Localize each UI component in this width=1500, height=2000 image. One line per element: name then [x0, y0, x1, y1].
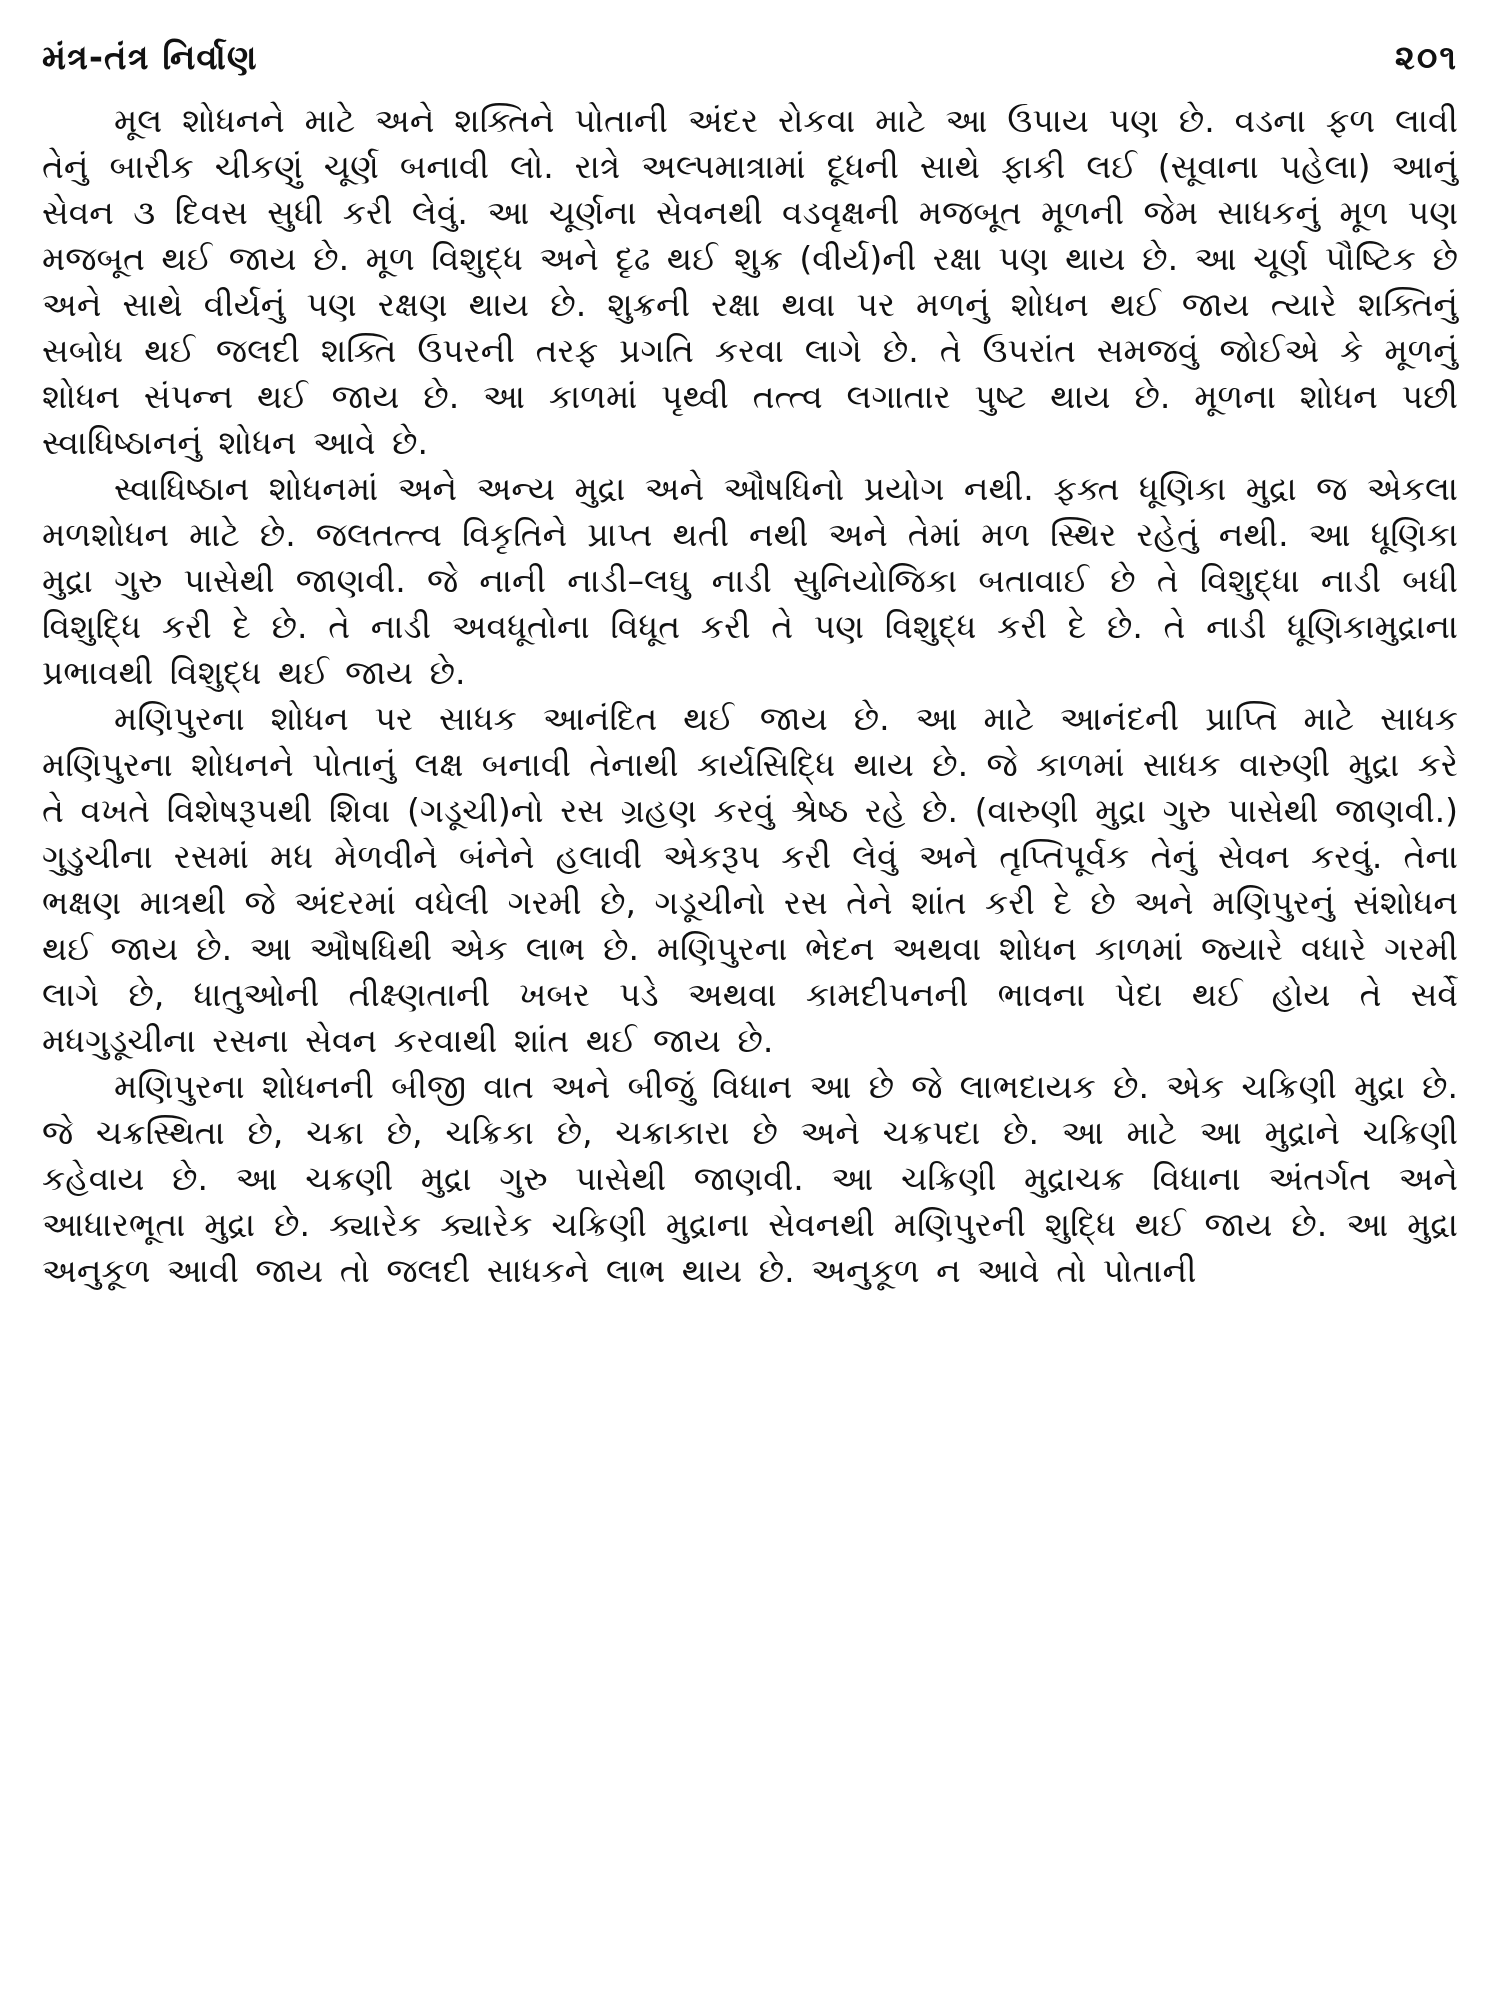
- page-number: ૨૦૧: [1394, 38, 1458, 78]
- book-title: મંત્ર-તંત્ર નિર્વાણ: [42, 38, 258, 78]
- body-text: [42, 98, 1458, 1294]
- running-header: [42, 38, 1458, 96]
- paragraph-1: મૂલ શોધનને માટે અને શક્તિને પોતાની અંદર રોકવા માટે આ ઉપાય પણ છે. વડના ફળ લાવી તેનું બારીક ચીકણું ચૂર્ણ બનાવી લો. રાત્રે અલ્પમાત્રામાં દૂધની સાથે ફાકી લઈ (સૂવાના પહેલા) આનું સેવન ૩ દિવસ સુધી કરી લેવું. આ ચૂર્ણના સેવનથી વડવૃક્ષની મજબૂત મૂળની જેમ સાધકનું મૂળ પણ મજબૂત થઈ જાય છે. મૂળ વિશુદ્ધ અને દૃઢ થઈ શુક્ર (વીર્ય)ની રક્ષા પણ થાય છે. આ ચૂર્ણ પૌષ્ટિક છે અને સાથે વીર્યનું પણ રક્ષણ થાય છે. શુક્રની રક્ષા થવા પર મળનું શોધન થઈ જાય ત્યારે શક્તિનું સબોધ થઈ જલદી શક્તિ ઉપરની તરફ પ્રગતિ કરવા લાગે છે. તે ઉપરાંત સમજવું જોઈએ કે મૂળનું શોધન સંપન્ન થઈ જાય છે. આ કાળમાં પૃથ્વી તત્ત્વ લગાતાર પુષ્ટ થાય છે. મૂળના શોધન પછી સ્વાધિષ્ઠાનનું શોધન આવે છે.: [42, 101, 1458, 462]
- paragraph-4: મણિપુરના શોધનની બીજી વાત અને બીજું વિધાન આ છે જે લાભદાયક છે. એક ચક્રિણી મુદ્રા છે. જે ચક્રસ્થિતા છે, ચક્રા છે, ચક્રિકા છે, ચક્રાકારા છે અને ચક્રપદા છે. આ માટે આ મુદ્રાને ચક્રિણી કહેવાય છે. આ ચક્રણી મુદ્રા ગુરુ પાસેથી જાણવી. આ ચક્રિણી મુદ્રાચક્ર વિધાના અંતર્ગત અને આધારભૂતા મુદ્રા છે. ક્યારેક ક્યારેક ચક્રિણી મુદ્રાના સેવનથી મણિપુરની શુદ્ધિ થઈ જાય છે. આ મુદ્રા અનુકૂળ આવી જાય તો જલદી સાધકને લાભ થાય છે. અનુકૂળ ન આવે તો પોતાની: [42, 1067, 1458, 1290]
- paragraph-2: સ્વાધિષ્ઠાન શોધનમાં અને અન્ય મુદ્રા અને ઔષધિનો પ્રયોગ નથી. ફક્ત ધૂણિકા મુદ્રા જ એકલા મળશોધન માટે છે. જલતત્ત્વ વિકૃતિને પ્રાપ્ત થતી નથી અને તેમાં મળ સ્થિર રહેતું નથી. આ ધૂણિકા મુદ્રા ગુરુ પાસેથી જાણવી. જે નાની નાડી–લઘુ નાડી સુનિયોજિકા બતાવાઈ છે તે વિશુદ્ધા નાડી બધી વિશુદ્ધિ કરી દે છે. તે નાડી અવધૂતોના વિધૂત કરી તે પણ વિશુદ્ધ કરી દે છે. તે નાડી ધૂણિકામુદ્રાના પ્રભાવથી વિશુદ્ધ થઈ જાય છે.: [42, 469, 1458, 692]
- paragraph-3: મણિપુરના શોધન પર સાધક આનંદિત થઈ જાય છે. આ માટે આનંદની પ્રાપ્તિ માટે સાધક મણિપુરના શોધનને પોતાનું લક્ષ બનાવી તેનાથી કાર્યસિદ્ધિ થાય છે. જે કાળમાં સાધક વારુણી મુદ્રા કરે તે વખતે વિશેષરૂપથી શિવા (ગડૂચી)નો રસ ગ્રહણ કરવું શ્રેષ્ઠ રહે છે. (વારુણી મુદ્રા ગુરુ પાસેથી જાણવી.) ગુડુચીના રસમાં મધ મેળવીને બંનેને હલાવી એકરૂપ કરી લેવું અને તૃપ્તિપૂર્વક તેનું સેવન કરવું. તેના ભક્ષણ માત્રથી જે અંદરમાં વધેલી ગરમી છે, ગડૂચીનો રસ તેને શાંત કરી દે છે અને મણિપુરનું સંશોધન થઈ જાય છે. આ ઔષધિથી એક લાભ છે. મણિપુરના ભેદન અથવા શોધન કાળમાં જ્યારે વધારે ગરમી લાગે છે, ધાતુઓની તીક્ષ્ણતાની ખબર પડે અથવા કામદીપનની ભાવના પેદા થઈ હોય તે સર્વે મધગુડૂચીના રસના સેવન કરવાથી શાંત થઈ જાય છે.: [42, 699, 1458, 1060]
